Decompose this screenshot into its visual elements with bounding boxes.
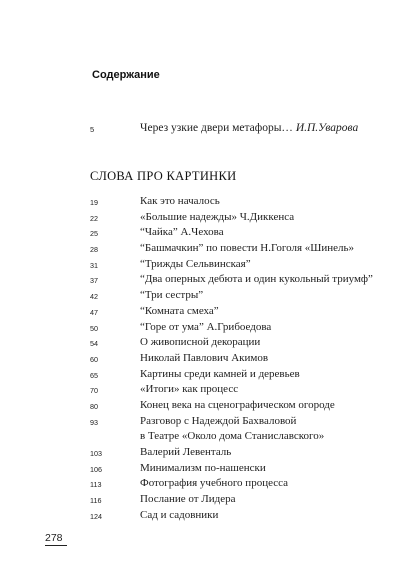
entry-page-number: 22 [90,213,98,223]
entry-page-number: 42 [90,292,98,302]
entry-title: Фотография учебного процесса [140,477,289,490]
toc-entry [0,226,410,242]
entry-page-number: 106 [90,464,102,474]
entry-page-number: 60 [90,354,98,364]
entry-page-number: 80 [90,401,98,411]
entry-title: Как это началось [140,195,220,207]
toc-entry [0,289,410,305]
entry-title: Минимализм по-нашенски [140,461,266,474]
entry-title: “Трижды Сельвинская” [140,257,251,270]
entry-page-number: 93 [90,417,98,427]
entry-page-number: 103 [90,449,102,458]
entry-title-text: Через узкие двери метафоры… [140,122,296,134]
entry-title: «Итоги» как процесс [140,383,239,396]
entry-title: “Комната смеха” [140,304,219,317]
entry-page-number: 37 [90,276,98,286]
toc-entry [0,242,410,258]
intro-entry [0,122,410,138]
toc-entry [0,273,410,289]
entry-page-number: 124 [90,511,102,521]
entry-title [140,122,358,134]
entry-page-number: 31 [90,260,98,270]
toc-entry [0,195,410,211]
entry-page-number: 25 [90,229,98,239]
toc-entry [0,368,410,384]
toc-entry [0,321,410,337]
toc-entry [0,258,410,274]
entry-title: О живописной декорации [140,336,261,349]
entry-title: “Три сестры” [140,289,204,302]
entry-title: «Большие надежды» Ч.Диккенса [140,210,295,223]
toc-entry [0,446,410,462]
toc-entry [0,462,410,478]
entry-title: Картины среди камней и деревьев [140,367,300,380]
entry-page-number: 70 [90,386,98,396]
page-number: 278 [45,532,63,544]
entry-title: Послание от Лидера [140,493,236,506]
entry-author: И.П.Уварова [295,122,359,134]
page-number-rule [45,545,67,546]
toc-entry [0,415,410,431]
toc-entry [0,430,410,446]
entry-title: “Башмачкин” по повести Н.Гоголя «Шинель» [140,242,355,255]
toc-entry [0,305,410,321]
contents-heading: Содержание [92,69,160,81]
entry-title: “Чайка” А.Чехова [140,226,224,239]
entry-page-number: 54 [90,339,98,349]
entry-page-number: 65 [90,370,98,380]
toc-entry [0,399,410,415]
section-title: СЛОВА ПРО КАРТИНКИ [90,169,237,183]
toc-entry [0,211,410,227]
entry-title: Николай Павлович Акимов [140,351,269,364]
entry-page-number: 47 [90,307,98,317]
toc-list [0,195,410,524]
toc-entry [0,383,410,399]
entry-title: Конец века на сценографическом огороде [140,398,335,411]
toc-entry [0,352,410,368]
toc-entry [0,477,410,493]
entry-page-number: 113 [90,480,102,490]
entry-title: “Горе от ума” А.Грибоедова [140,320,272,333]
toc-entry [0,493,410,509]
entry-page-number: 50 [90,323,98,333]
entry-title: Разговор с Надеждой Бахваловой [140,414,297,427]
entry-page-number: 19 [90,198,98,207]
entry-title: Валерий Левенталь [140,446,232,458]
entry-title: “Два оперных дебюта и один кукольный триумф” [140,273,373,286]
entry-page-number: 116 [90,496,102,506]
entry-title: Сад и садовники [140,508,219,521]
entry-title: в Театре «Около дома Станиславского» [140,430,325,443]
toc-entry [0,509,410,525]
toc-entry [0,336,410,352]
entry-page-number: 28 [90,245,98,255]
entry-page-number: 5 [90,125,95,134]
